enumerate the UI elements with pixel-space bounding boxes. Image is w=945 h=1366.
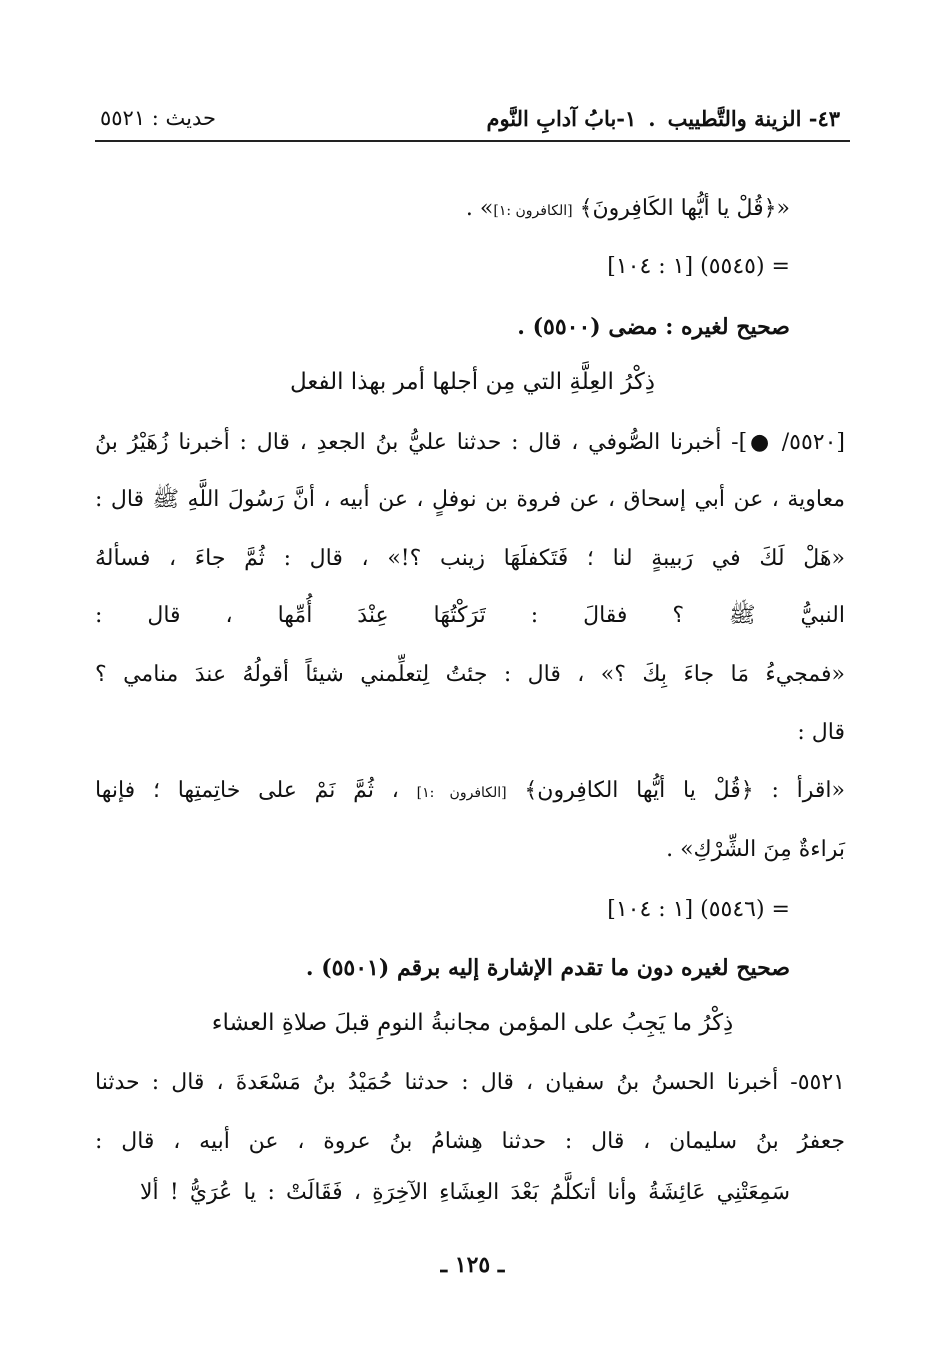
chapter-title: ٤٣- الزينة والتَّطييب bbox=[667, 106, 840, 131]
quote-close: » . bbox=[465, 196, 494, 221]
text-line: [٥٥٢٠/ ●]- أخبرنا الصُّوفي ، قال : حدثنا عليُّ بنُ الجعدِ ، قال : أخبرنا زُهَيْرُ بنُ bbox=[95, 430, 845, 455]
section-title: ١-بابُ آدابِ النَّوم bbox=[486, 106, 637, 131]
text-line: بَراءةٌ مِنَ الشِّرْكِ» . bbox=[666, 837, 845, 862]
text-line: معاوية ، عن أبي إسحاق ، عن فروة بن نوفلٍ ، عن أبيه ، أنَّ رَسُولَ اللَّهِ ﷺ قال : bbox=[95, 487, 845, 512]
text-line: ٥٥٢١- أخبرنا الحسنُ بنُ سفيان ، قال : حدثنا حُمَيْدُ بنُ مَسْعَدةَ ، قال : حدثنا bbox=[95, 1070, 845, 1095]
surah-reference: [الكافرون :١] bbox=[416, 785, 507, 801]
section-heading: ذِكْرُ ما يَجِبُ على المؤمن مجانبةُ النومِ قبلَ صلاةِ العشاء bbox=[211, 1010, 734, 1036]
section-heading: ذِكْرُ العِلَّةِ التي مِن أجلها أمر بهذا الفعل bbox=[289, 369, 656, 395]
quote-continuation: ، ثُمَّ نَمْ على خاتِمتِها ؛ فإنها bbox=[95, 778, 417, 803]
text-line: «فمجيءُ مَا جاءَ بِكَ ؟» ، قال : جئتُ لِتعلِّمني شيئاً أقولُهُ عندَ منامي ؟ bbox=[95, 662, 845, 687]
quote-text: «﴿قُلْ يا أيُّها الكَافِرونَ﴾ bbox=[572, 196, 790, 221]
page-number: ـ ١٢٥ ـ bbox=[440, 1252, 505, 1278]
quote-line-2 bbox=[95, 778, 845, 804]
header-titles: ٤٣- الزينة والتَّطييب.١-بابُ آدابِ النَّوم bbox=[486, 106, 840, 131]
text-line: قال : bbox=[797, 720, 845, 745]
grading-line: صحيح لغيره : مضى (٥٥٠٠) . bbox=[517, 314, 790, 340]
hadith-ref-line: = (٥٥٤٦) [١ : ١٠٤] bbox=[607, 897, 790, 922]
text-line: النبيُّ ﷺ ؟ فقالَ : تَرَكْتُهَا عِنْدَ أُمِّها ، قال : bbox=[95, 603, 845, 628]
quote-line-1 bbox=[466, 196, 790, 222]
grading-line: صحيح لغيره دون ما تقدم الإشارة إليه برقم (٥٥٠١) . bbox=[305, 955, 790, 981]
text-line: سَمِعَتْنِي عَائِشَةُ وأنا أتكلَّمُ بَعْدَ العِشَاءِ الآخِرَةِ ، فَقَالَتْ : يا عُرَيُّ ! ألا bbox=[140, 1180, 790, 1205]
running-header bbox=[95, 100, 850, 142]
quote-text: «اقرأ : ﴿قُلْ يا أيُّها الكافِرون﴾ bbox=[506, 778, 846, 803]
hadith-number-ref: حديث : ٥٥٢١ bbox=[100, 106, 217, 130]
surah-reference: [الكافرون :١] bbox=[493, 203, 573, 219]
text-line: جعفرُ بنُ سليمان ، قال : حدثنا هِشامُ بنُ عروة ، عن أبيه ، قال : bbox=[95, 1129, 845, 1154]
text-line: «هَلْ لَكَ في رَبيبةٍ لنا ؛ فَتَكفلَهَا زينب ؟!» ، قال : ثُمَّ جاءَ ، فسألهُ bbox=[95, 546, 845, 571]
hadith-ref-line: = (٥٥٤٥) [١ : ١٠٤] bbox=[607, 254, 790, 279]
